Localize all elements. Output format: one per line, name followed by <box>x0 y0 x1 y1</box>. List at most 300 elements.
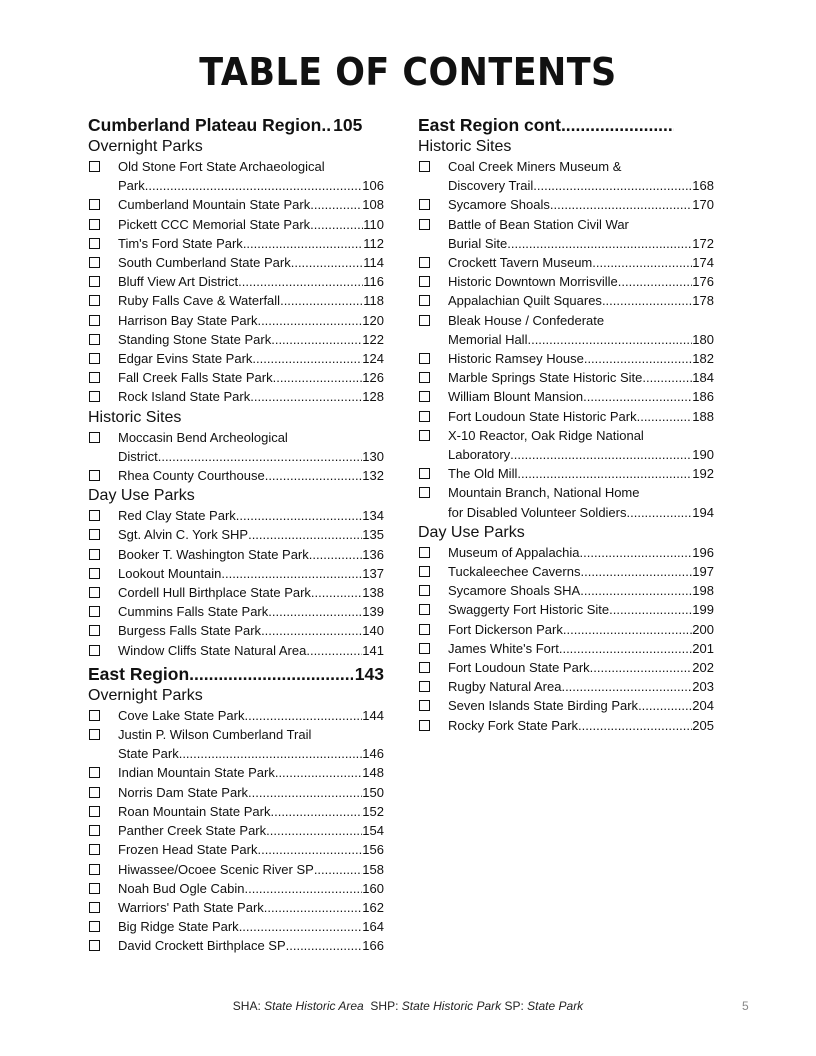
leader-dots <box>590 658 693 677</box>
entry-text <box>448 600 714 619</box>
entry-line <box>448 716 714 735</box>
entry-name: Discovery Trail <box>448 178 534 194</box>
entry-line <box>448 464 714 483</box>
leader-dots <box>310 195 362 214</box>
entry-page-number: 204 <box>692 698 714 714</box>
entry-line <box>118 802 384 821</box>
entry-name: Bleak House / Confederate <box>448 312 605 328</box>
entry-text <box>448 581 714 600</box>
entry-text <box>118 898 384 917</box>
checkbox-icon[interactable] <box>89 625 100 636</box>
entry-name: Appalachian Quilt Squares <box>448 293 602 309</box>
entry-line <box>118 840 384 859</box>
entry-line <box>448 658 714 677</box>
checkbox-icon[interactable] <box>89 334 100 345</box>
checkbox-icon[interactable] <box>89 940 100 951</box>
entry-text <box>448 716 714 735</box>
entry-text <box>118 368 384 387</box>
checkbox-icon[interactable] <box>419 681 430 692</box>
entry-line <box>118 311 384 330</box>
toc-entry <box>418 407 714 426</box>
leader-dots <box>275 763 362 782</box>
entry-name: Frozen Head State Park <box>118 842 258 858</box>
checkbox-icon[interactable] <box>89 767 100 778</box>
entry-page-number: 136 <box>362 546 384 562</box>
checkbox-icon[interactable] <box>89 219 100 230</box>
leader-dots <box>158 447 363 466</box>
entry-text <box>118 349 384 368</box>
checkbox-icon[interactable] <box>419 372 430 383</box>
checkbox-icon[interactable] <box>89 432 100 443</box>
entry-name: Lookout Mountain <box>118 565 222 581</box>
entry-text <box>448 562 714 581</box>
entry-name: Fort Loudoun State Historic Park <box>448 408 637 424</box>
toc-entry <box>418 215 714 253</box>
checkbox-icon[interactable] <box>89 587 100 598</box>
entry-name: Burial Site <box>448 235 508 251</box>
toc-entry <box>88 583 384 602</box>
entry-line <box>118 272 384 291</box>
toc-entry <box>88 215 384 234</box>
toc-entry <box>88 879 384 898</box>
checkbox-icon[interactable] <box>419 430 430 441</box>
entry-page-number: 144 <box>362 707 384 723</box>
toc-entry <box>418 562 714 581</box>
checkbox-icon[interactable] <box>419 161 430 172</box>
entry-text <box>118 545 384 564</box>
entry-page-number: 196 <box>692 544 714 560</box>
checkbox-icon[interactable] <box>89 276 100 287</box>
checkbox-icon[interactable] <box>419 487 430 498</box>
checkbox-icon[interactable] <box>419 353 430 364</box>
leader-dots <box>286 936 363 955</box>
entry-text <box>118 602 384 621</box>
entry-text <box>118 936 384 955</box>
entry-line <box>448 291 714 310</box>
page-number: 5 <box>742 999 749 1013</box>
entry-name: Pickett CCC Memorial State Park <box>118 216 311 232</box>
checkbox-icon[interactable] <box>419 700 430 711</box>
leader-dots <box>507 234 692 253</box>
entry-text <box>448 677 714 696</box>
entry-line <box>118 936 384 955</box>
toc-entry <box>418 716 714 735</box>
leader-dots <box>311 583 362 602</box>
region-page: 143 <box>354 663 384 684</box>
footer-def-shp: State Historic Park <box>401 999 502 1013</box>
toc-entry <box>88 195 384 214</box>
entry-name: Roan Mountain State Park <box>118 803 271 819</box>
entry-line <box>448 407 714 426</box>
entry-line <box>448 600 714 619</box>
entry-name: Standing Stone State Park <box>118 331 272 347</box>
checkbox-icon[interactable] <box>419 643 430 654</box>
entry-line <box>118 898 384 917</box>
entry-line <box>448 253 714 272</box>
checkbox-icon[interactable] <box>89 529 100 540</box>
entry-name: Crockett Tavern Museum <box>448 255 593 271</box>
leader-dots <box>239 917 363 936</box>
entry-text <box>448 483 714 521</box>
entry-text <box>118 272 384 291</box>
checkbox-icon[interactable] <box>89 921 100 932</box>
entry-name: Coal Creek Miners Museum & <box>448 159 622 174</box>
entry-name: Hiwassee/Ocoee Scenic River SP <box>118 861 314 877</box>
leader-dots <box>602 291 692 310</box>
entry-text <box>448 639 714 658</box>
checkbox-icon[interactable] <box>89 372 100 383</box>
checkbox-icon[interactable] <box>419 257 430 268</box>
leader-dots <box>580 581 692 600</box>
entry-page-number: 139 <box>362 604 384 620</box>
entry-line <box>118 763 384 782</box>
checkbox-icon[interactable] <box>419 566 430 577</box>
entry-name: Old Stone Fort State Archaeological <box>118 159 325 174</box>
toc-entry <box>88 564 384 583</box>
footer-abbr-sp: SP: <box>504 999 528 1013</box>
leader-dots <box>580 543 693 562</box>
toc-entry <box>418 543 714 562</box>
entry-text <box>448 426 714 464</box>
entry-line <box>118 525 384 544</box>
toc-entry <box>418 291 714 310</box>
toc-entry <box>418 658 714 677</box>
entry-text <box>118 330 384 349</box>
entry-page-number: 172 <box>692 235 714 251</box>
toc-entry <box>88 783 384 802</box>
entry-line <box>118 545 384 564</box>
leader-dots <box>638 696 692 715</box>
entry-page-number: 110 <box>363 216 384 232</box>
leader-dots <box>265 466 363 485</box>
entry-text <box>448 464 714 483</box>
toc-entry <box>88 466 384 485</box>
entry-name: Mountain Branch, National Home <box>448 485 640 501</box>
leader-dots <box>527 330 692 349</box>
checkbox-icon[interactable] <box>419 604 430 615</box>
entry-text <box>118 387 384 406</box>
entry-page-number: 194 <box>692 504 714 520</box>
entry-line <box>448 639 714 658</box>
leader-dots <box>561 677 692 696</box>
checkbox-icon[interactable] <box>89 883 100 894</box>
entry-text <box>118 621 384 640</box>
checkbox-icon[interactable] <box>89 864 100 875</box>
entry-text <box>448 157 714 195</box>
checkbox-icon[interactable] <box>89 510 100 521</box>
entry-line <box>448 543 714 562</box>
entry-text <box>118 291 384 310</box>
entry-text <box>118 564 384 583</box>
toc-entry <box>88 387 384 406</box>
leader-dots <box>221 564 362 583</box>
checkbox-icon[interactable] <box>89 199 100 210</box>
checkbox-icon[interactable] <box>419 585 430 596</box>
entry-page-number: 176 <box>692 274 714 290</box>
toc-entry <box>418 157 714 195</box>
entry-name: Laboratory <box>448 447 511 463</box>
section-heading: Overnight Parks <box>88 686 203 704</box>
entry-line <box>118 706 384 725</box>
entry-page-number: 164 <box>362 919 384 935</box>
toc-entry <box>88 936 384 955</box>
toc-entry <box>418 600 714 619</box>
entry-name: Cumberland Mountain State Park <box>118 197 311 213</box>
entry-line <box>448 483 714 502</box>
checkbox-icon[interactable] <box>89 606 100 617</box>
checkbox-icon[interactable] <box>89 902 100 913</box>
entry-page-number: 170 <box>692 197 714 213</box>
entry-name: Big Ridge State Park <box>118 919 239 935</box>
entry-text <box>448 253 714 272</box>
toc-entry <box>88 602 384 621</box>
entry-line <box>118 621 384 640</box>
toc-column-left <box>88 114 384 956</box>
checkbox-icon[interactable] <box>419 315 430 326</box>
page-title: TABLE OF CONTENTS <box>199 50 617 94</box>
toc-entry <box>88 525 384 544</box>
toc-entry <box>88 291 384 310</box>
entry-name: Cove Lake State Park <box>118 707 245 723</box>
checkbox-icon[interactable] <box>419 547 430 558</box>
leader-dots <box>559 639 692 658</box>
entry-page-number: 134 <box>362 508 384 524</box>
entry-name: Tuckaleechee Caverns <box>448 564 581 580</box>
entry-name: Seven Islands State Birding Park <box>448 698 639 714</box>
entry-line <box>118 195 384 214</box>
checkbox-icon[interactable] <box>419 411 430 422</box>
entry-page-number: 174 <box>692 255 714 271</box>
entry-text <box>118 706 384 725</box>
toc-entry <box>88 349 384 368</box>
entry-line <box>118 583 384 602</box>
entry-text <box>118 583 384 602</box>
entry-page-number: 137 <box>362 565 384 581</box>
entry-line <box>448 349 714 368</box>
entry-line <box>448 620 714 639</box>
leader-dots <box>609 600 692 619</box>
checkbox-icon[interactable] <box>419 391 430 402</box>
entry-text <box>118 195 384 214</box>
entry-line <box>118 176 384 195</box>
toc-entry <box>88 157 384 195</box>
entry-page-number: 168 <box>692 178 714 194</box>
checkbox-icon[interactable] <box>89 645 100 656</box>
checkbox-icon[interactable] <box>89 470 100 481</box>
entry-line <box>118 821 384 840</box>
entry-line <box>118 349 384 368</box>
entry-page-number: 160 <box>362 880 384 896</box>
entry-text <box>118 157 384 195</box>
entry-line <box>448 445 714 464</box>
checkbox-icon[interactable] <box>89 391 100 402</box>
leader-dots <box>268 602 362 621</box>
entry-line <box>448 195 714 214</box>
entry-text <box>118 525 384 544</box>
entry-text <box>118 783 384 802</box>
entry-name: Justin P. Wilson Cumberland Trail <box>118 727 312 743</box>
entry-name: District <box>118 448 158 464</box>
checkbox-icon[interactable] <box>419 720 430 731</box>
leader-dots <box>145 176 363 195</box>
entry-line <box>118 641 384 660</box>
entry-list <box>418 543 714 735</box>
entry-page-number: 158 <box>362 861 384 877</box>
entry-page-number: 198 <box>692 583 714 599</box>
entry-page-number: 190 <box>692 447 714 463</box>
entry-page-number: 128 <box>362 389 384 405</box>
entry-name: Fall Creek Falls State Park <box>118 370 273 386</box>
entry-name: Ruby Falls Cave & Waterfall <box>118 293 281 309</box>
entry-page-number: 114 <box>363 255 384 271</box>
toc-entry <box>88 368 384 387</box>
entry-name: Park <box>118 178 145 194</box>
checkbox-icon[interactable] <box>89 787 100 798</box>
entry-line <box>448 503 714 522</box>
entry-text <box>118 234 384 253</box>
entry-line <box>118 879 384 898</box>
entry-name: Moccasin Bend Archeological <box>118 429 288 445</box>
toc-entry <box>88 621 384 640</box>
region-leader-dots <box>189 663 353 685</box>
entry-page-number: 180 <box>692 331 714 347</box>
leader-dots <box>257 840 362 859</box>
entry-line <box>448 330 714 349</box>
section-heading: Overnight Parks <box>88 138 203 155</box>
region-heading <box>418 114 674 136</box>
entry-page-number: 118 <box>363 293 384 309</box>
entry-name: Harrison Bay State Park <box>118 312 258 328</box>
entry-page-number: 166 <box>362 938 384 954</box>
region-name: East Region cont <box>418 115 561 135</box>
checkbox-icon[interactable] <box>419 276 430 287</box>
entry-name: South Cumberland State Park <box>118 255 291 271</box>
region-leader-dots <box>561 114 674 136</box>
leader-dots <box>533 176 692 195</box>
leader-dots <box>238 272 363 291</box>
entry-name: Fort Loudoun State Park <box>448 660 590 676</box>
entry-line <box>448 562 714 581</box>
toc-entry <box>88 725 384 763</box>
entry-text <box>448 195 714 214</box>
toc-entry <box>88 821 384 840</box>
footer-abbr-sha: SHA: <box>232 999 265 1013</box>
entry-page-number: 197 <box>692 564 714 580</box>
entry-page-number: 203 <box>692 679 714 695</box>
checkbox-icon[interactable] <box>89 315 100 326</box>
leader-dots <box>563 620 692 639</box>
toc-entry <box>418 368 714 387</box>
toc-entry <box>88 917 384 936</box>
entry-line <box>448 272 714 291</box>
region-name: Cumberland Plateau Region.. <box>88 115 332 135</box>
toc-column-right <box>418 114 714 735</box>
entry-text <box>118 253 384 272</box>
entry-text <box>118 311 384 330</box>
entry-line <box>118 917 384 936</box>
toc-entry <box>418 311 714 349</box>
leader-dots <box>244 706 362 725</box>
entry-text <box>118 506 384 525</box>
entry-text <box>448 696 714 715</box>
checkbox-icon[interactable] <box>419 295 430 306</box>
checkbox-icon[interactable] <box>89 806 100 817</box>
entry-name: Rhea County Courthouse <box>118 468 265 484</box>
entry-text <box>118 879 384 898</box>
toc-entry <box>88 311 384 330</box>
entry-name: Memorial Hall <box>448 331 528 347</box>
leader-dots <box>314 860 362 879</box>
checkbox-icon[interactable] <box>89 161 100 172</box>
checkbox-icon[interactable] <box>89 825 100 836</box>
entry-page-number: 156 <box>362 842 384 858</box>
toc-entry <box>88 253 384 272</box>
checkbox-icon[interactable] <box>419 468 430 479</box>
entry-name: Museum of Appalachia <box>448 544 580 560</box>
checkbox-icon[interactable] <box>89 353 100 364</box>
toc-entry <box>418 349 714 368</box>
checkbox-icon[interactable] <box>89 238 100 249</box>
checkbox-icon[interactable] <box>419 662 430 673</box>
entry-page-number: 150 <box>362 784 384 800</box>
entry-text <box>118 860 384 879</box>
leader-dots <box>580 562 692 581</box>
toc-entry <box>418 620 714 639</box>
entry-page-number: 141 <box>362 642 384 658</box>
entry-name: State Park <box>118 746 179 762</box>
entry-line <box>448 215 714 234</box>
leader-dots <box>510 445 692 464</box>
entry-name: Rock Island State Park <box>118 389 251 405</box>
entry-line <box>118 564 384 583</box>
checkbox-icon[interactable] <box>419 219 430 230</box>
footer-def-sha: State Historic Area <box>264 999 364 1013</box>
entry-name: Edgar Evins State Park <box>118 351 253 367</box>
section-heading: Historic Sites <box>88 408 182 426</box>
checkbox-icon[interactable] <box>89 844 100 855</box>
region-heading <box>88 663 384 685</box>
leader-dots <box>280 291 363 310</box>
toc-entry <box>418 195 714 214</box>
leader-dots <box>179 744 363 763</box>
entry-page-number: 188 <box>692 408 714 424</box>
entry-line <box>448 581 714 600</box>
toc-entry <box>418 272 714 291</box>
checkbox-icon[interactable] <box>419 199 430 210</box>
region-name: East Region <box>88 663 190 684</box>
checkbox-icon[interactable] <box>89 257 100 268</box>
checkbox-icon[interactable] <box>89 568 100 579</box>
checkbox-icon[interactable] <box>89 549 100 560</box>
checkbox-icon[interactable] <box>89 729 100 740</box>
leader-dots <box>244 879 362 898</box>
leader-dots <box>250 387 362 406</box>
entry-line <box>118 157 384 176</box>
entry-name: Historic Downtown Morrisville <box>448 274 618 290</box>
leader-dots <box>592 253 692 272</box>
checkbox-icon[interactable] <box>89 710 100 721</box>
entry-line <box>448 696 714 715</box>
entry-line <box>448 311 714 330</box>
entry-line <box>118 234 384 253</box>
entry-line <box>448 426 714 445</box>
entry-text <box>118 821 384 840</box>
leader-dots <box>236 506 363 525</box>
checkbox-icon[interactable] <box>89 295 100 306</box>
entry-line <box>118 291 384 310</box>
entry-line <box>118 466 384 485</box>
checkbox-icon[interactable] <box>419 624 430 635</box>
